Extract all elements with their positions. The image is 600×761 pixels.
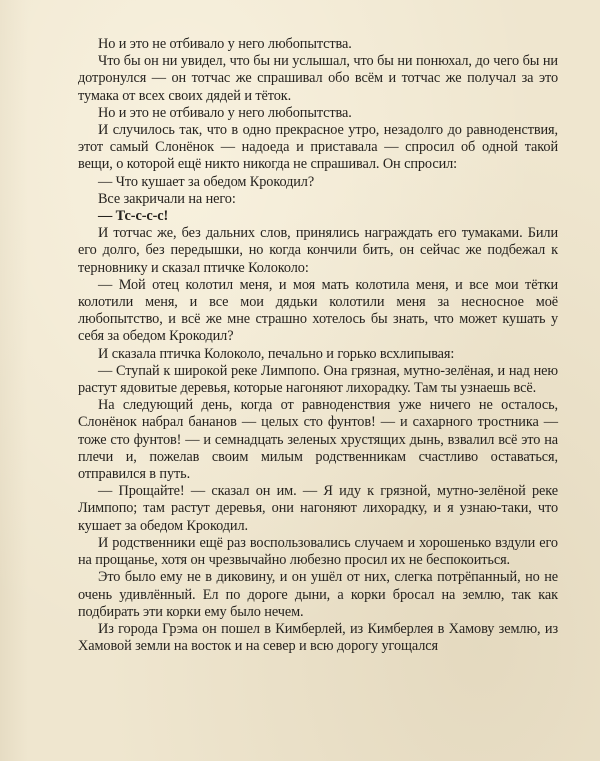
paragraph-8: И тотчас же, без дальних слов, принялись награждать его тумаками. Били его долго, без передышки, но когда кончили бить, он сейчас же подбежал к терновнику и сказал птичке Колоколо: <box>78 225 558 276</box>
page-text <box>78 36 558 655</box>
paragraph-16: Из города Грэма он пошел в Кимберлей, из Кимберлея в Хамову землю, из Хамовой земли на восток и на север и всю дорогу угощался <box>78 620 558 655</box>
paragraph-3: Но и это не отбивало у него любопытства. <box>98 104 352 121</box>
paragraph-10: И сказала птичка Колоколо, печально и горько всхлипывая: <box>98 345 455 362</box>
paragraph-5: — Что кушает за обедом Крокодил? <box>98 173 315 190</box>
paragraph-11: — Ступай к широкой реке Лимпопо. Она грязная, мутно-зелёная, и над нею растут ядовитые деревья, которые нагоняют лихорадку. Там ты узнаешь всё. <box>78 362 558 397</box>
paragraph-4: И случилось так, что в одно прекрасное утро, незадолго до равноденствия, этот самый Слонёнок — надоеда и приставала — спросил об одной такой вещи, о которой ещё никто никогда не спрашивал. Он спросил: <box>78 122 558 173</box>
paragraph-12: На следующий день, когда от равноденствия уже ничего не осталось, Слонёнок набрал бананов — целых сто фунтов! — и сахарного тростника — тоже сто фунтов! — и семнадцать зеленых хрустящих дынь, взвалил всё это на плечи и, пожелав своим милым родственникам счастливо оставаться, отправился в путь. <box>78 397 558 483</box>
paragraph-1: Но и это не отбивало у него любопытства. <box>98 36 352 52</box>
paragraph-6: Все закричали на него: <box>98 190 236 207</box>
paragraph-13: — Прощайте! — сказал он им. — Я иду к грязной, мутно-зелёной реке Лимпопо; там растут деревья, они нагоняют лихорадку, и я узнаю-таки, что кушает за обедом Крокодил. <box>78 483 558 534</box>
paragraph-14: И родственники ещё раз воспользовались случаем и хорошенько вздули его на прощанье, хотя он чрезвычайно любезно просил их не беспокоиться. <box>78 534 558 569</box>
paragraph-7: — Тс-с-с-с! <box>98 208 169 225</box>
paragraph-2: Что бы он ни увидел, что бы ни услышал, что бы ни понюхал, до чего бы ни дотронулся — он тотчас же спрашивал обо всём и тотчас же получал за это тумака от всех своих дядей и тёток. <box>78 53 558 104</box>
paragraph-15: Это было ему не в диковину, и он ушёл от них, слегка потрёпанный, но не очень удивлённый. Ел по дороге дыни, а корки бросал на землю, так как подбирать эти корки ему было нечем. <box>78 569 558 620</box>
paragraph-9: — Мой отец колотил меня, и моя мать колотила меня, и все мои тётки колотили меня, и все мои дядьки колотили меня за несносное моё любопытство, и всё же мне страшно хотелось бы знать, что может кушать у себя за обедом Крокодил? <box>78 276 558 345</box>
